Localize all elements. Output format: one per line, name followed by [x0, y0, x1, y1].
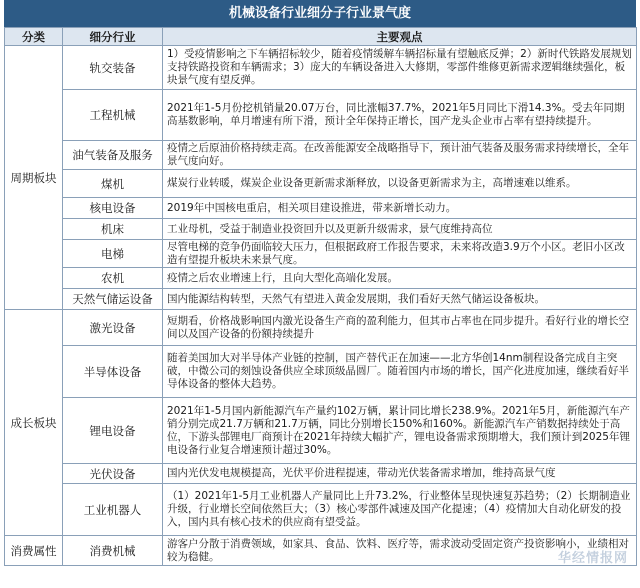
view-cell: 短期看，价格战影响国内激光设备生产商的盈利能力，但其市占率也在同步提升。看好行业的增长空间以及国产设备的份额持续提升: [163, 310, 637, 346]
table-row: [5, 310, 637, 346]
subsector-cell: 核电设备: [63, 198, 163, 219]
header-subsector: 细分行业: [63, 28, 163, 46]
table-row: [5, 289, 637, 310]
table-row: [5, 198, 637, 219]
category-growth: 成长板块: [5, 310, 63, 536]
view-cell: 随着美国加大对半导体产业链的控制，国产替代正在加速——北方华创14nm制程设备完成自主突破，中微公司的刻蚀设备供应全球顶级晶圆厂。随着国内市场的增长，国产化进度加速，继续看好半导体设备的整体大趋势。: [163, 346, 637, 398]
header-views: 主要观点: [163, 28, 637, 46]
subsector-cell: 工业机器人: [63, 484, 163, 536]
view-cell: 国内能源结构转型，天然气有望进入黄金发展期，我们看好天然气储运设备板块。: [163, 289, 637, 310]
industry-table: [4, 27, 637, 566]
table-row: [5, 90, 637, 141]
watermark-logo: 华经情报网: [557, 551, 628, 566]
table-title: 机械设备行业细分子行业景气度: [4, 0, 636, 27]
view-cell: 疫情之后原油价格持续走高。在改善能源安全战略指导下，预计油气装备及服务需求持续增长，全年景气度向好。: [163, 141, 637, 170]
view-cell: （1）2021年1-5月工业机器人产量同比上升73.2%，行业整体呈现快速复苏趋势；（2）长期制造业升级，行业增长空间依然巨大；（3）核心零部件减速及国产化提速；（4）疫情加大自动化研发的投入，国内具有核心技术的供应商有望受益。: [163, 484, 637, 536]
subsector-cell: 电梯: [63, 240, 163, 268]
header-category: 分类: [5, 28, 63, 46]
subsector-cell: 农机: [63, 268, 163, 289]
table-row: [5, 484, 637, 536]
view-cell: 尽管电梯的竞争仍面临较大压力，但根据政府工作报告要求，未来将改造3.9万个小区。老旧小区改造有望提升板块未来景气度。: [163, 240, 637, 268]
table-row: [5, 536, 637, 566]
subsector-cell: 激光设备: [63, 310, 163, 346]
subsector-cell: 锂电设备: [63, 398, 163, 464]
category-consumer: 消费属性: [5, 536, 63, 566]
view-cell: 疫情之后农业增速上行，且向大型化高端化发展。: [163, 268, 637, 289]
table-row: [5, 141, 637, 170]
view-cell: 游客户分散于消费领域，如家具、食品、饮料、医疗等，需求波动受固定资产投资影响小，业绩相对较为稳健。: [163, 536, 637, 566]
subsector-cell: 半导体设备: [63, 346, 163, 398]
table-row: [5, 464, 637, 484]
view-cell: 2021年1-5月份挖机销量20.07万台，同比涨幅37.7%，2021年5月同比下滑14.3%。受去年同期高基数影响，单月增速有所下滑，预计全年保持正增长，国产龙头企业市占率有望持续提升。: [163, 90, 637, 141]
subsector-cell: 机床: [63, 219, 163, 240]
subsector-cell: 消费机械: [63, 536, 163, 566]
header-row: [5, 28, 637, 46]
table-row: [5, 46, 637, 90]
view-cell: 2021年1-5月国内新能源汽车产量约102万辆，累计同比增长238.9%。2021年5月，新能源汽车产销分别完成21.7万辆和21.7万辆，同比分别增长150%和160%。新能源汽车产销数据持续处于高位，下游头部锂电厂商预计在2021年持续大幅扩产，锂电设备需求预期增大，我们预计到2025年锂电设备行业复合增速预计超过30%。: [163, 398, 637, 464]
table-row: [5, 170, 637, 198]
subsector-cell: 油气装备及服务: [63, 141, 163, 170]
subsector-cell: 天然气储运设备: [63, 289, 163, 310]
category-cyclical: 周期板块: [5, 46, 63, 310]
table-row: [5, 268, 637, 289]
subsector-cell: 煤机: [63, 170, 163, 198]
view-cell: 工业母机，受益于制造业投资回升以及更新升级需求，景气度维持高位: [163, 219, 637, 240]
subsector-cell: 轨交装备: [63, 46, 163, 90]
subsector-cell: 光伏设备: [63, 464, 163, 484]
table-row: [5, 219, 637, 240]
table-row: [5, 346, 637, 398]
view-cell: 国内光伏发电规模提高，光伏平价进程提速，带动光伏装备需求增加，维持高景气度: [163, 464, 637, 484]
view-cell: 1）受疫情影响之下车辆招标较少，随着疫情缓解车辆招标量有望触底反弹；2）新时代铁路发展规划支持铁路投资和车辆需求；3）庞大的车辆设备进入大修期，零部件维修更新需求逻辑继续强化，板块景气度有望反弹。: [163, 46, 637, 90]
subsector-cell: 工程机械: [63, 90, 163, 141]
view-cell: 2019年中国核电重启，相关项目建设推进，带来新增长动力。: [163, 198, 637, 219]
view-cell: 煤炭行业转暖，煤炭企业设备更新需求渐释放，以设备更新需求为主，高增速难以维系。: [163, 170, 637, 198]
table-row: [5, 240, 637, 268]
table-row: [5, 398, 637, 464]
